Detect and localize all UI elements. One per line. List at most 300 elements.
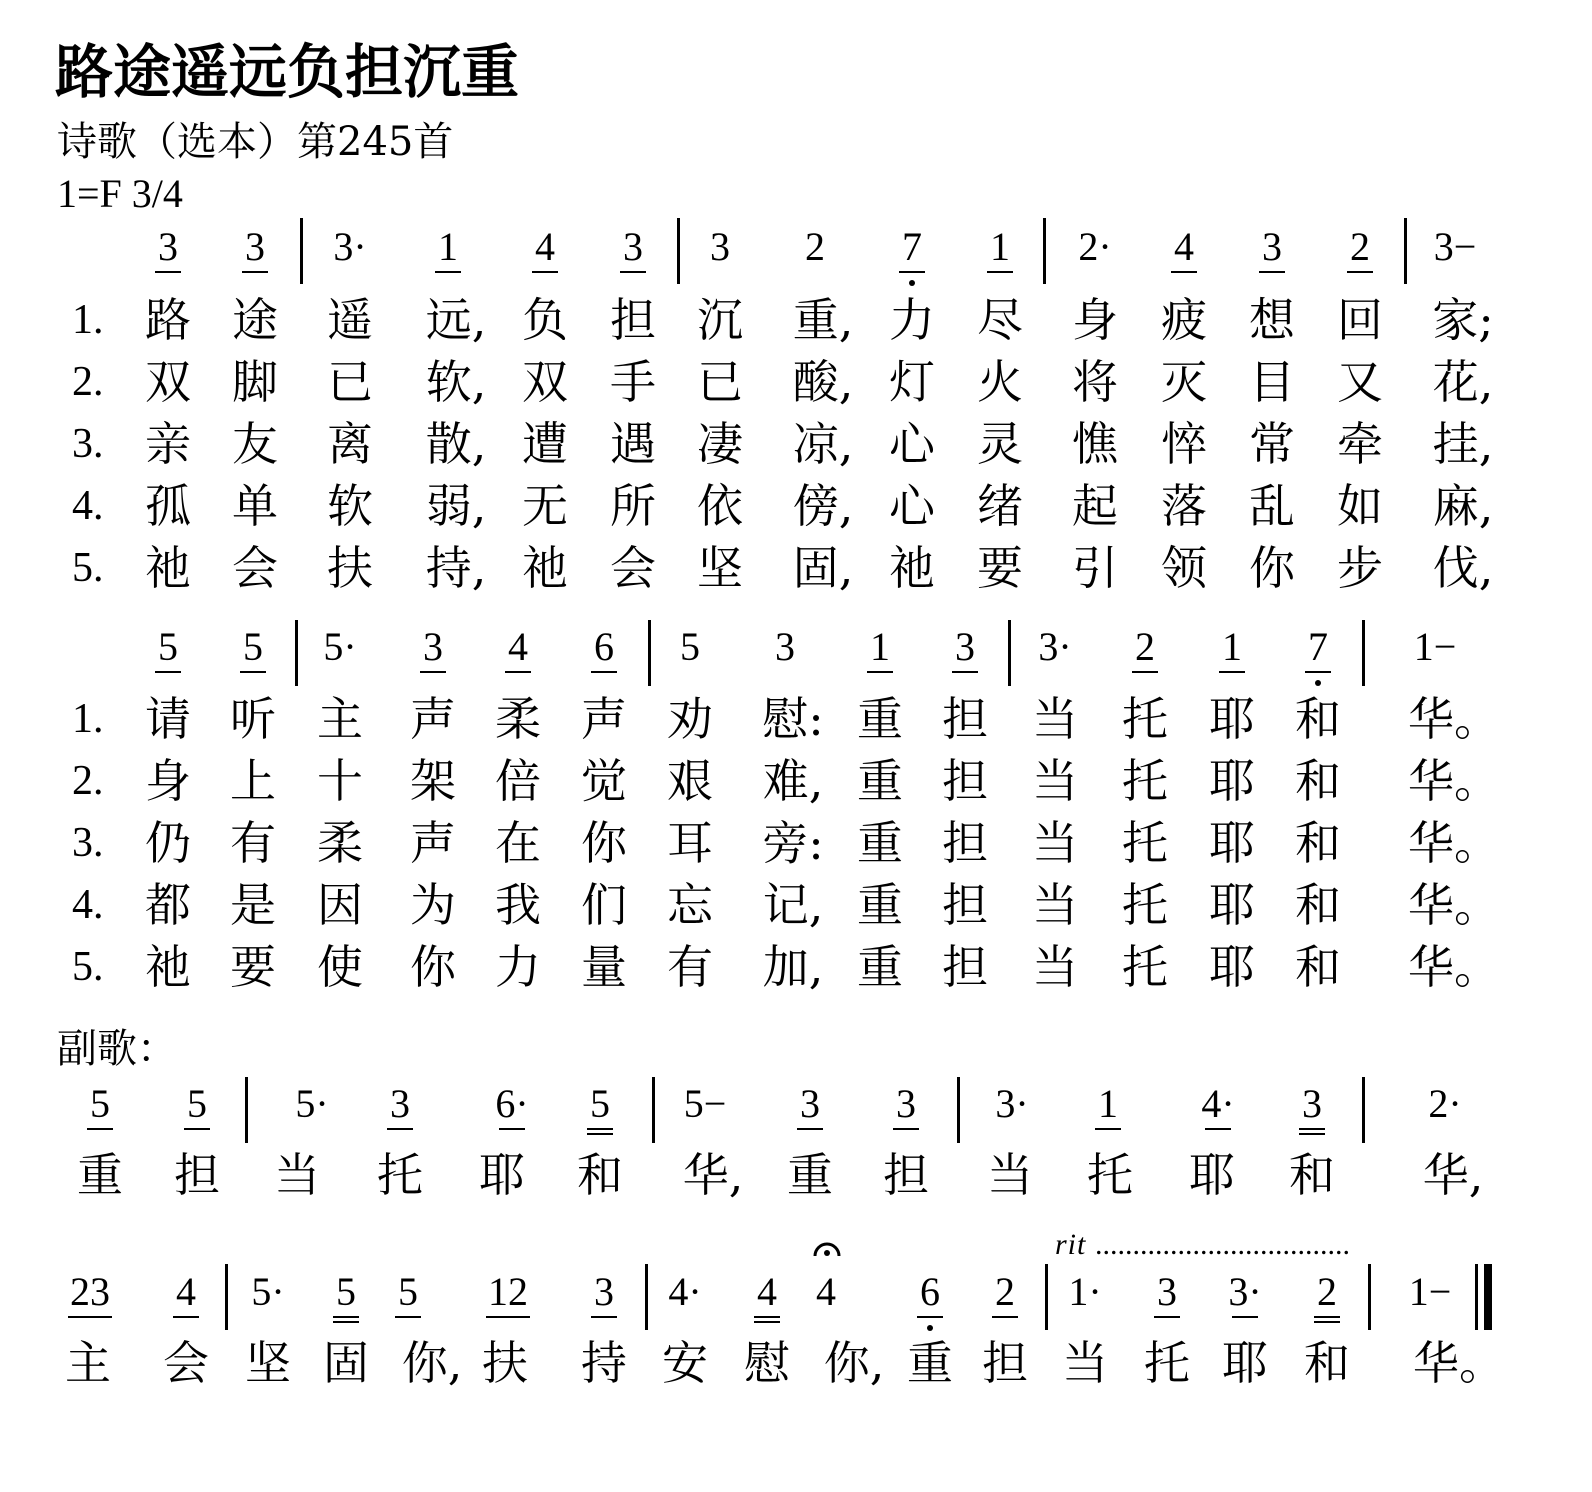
verse-number: 2. — [72, 359, 104, 405]
note — [1272, 1082, 1352, 1126]
note — [1278, 625, 1358, 669]
lyric-char: 当 — [1032, 816, 1078, 870]
note-text: 3 — [1302, 1081, 1322, 1126]
verse-number: 5. — [72, 944, 104, 990]
lyric-char: 你 — [1249, 541, 1295, 595]
lyric-char: 已 — [327, 355, 373, 409]
rit-marking: rit — [1055, 1228, 1087, 1261]
note — [593, 225, 673, 269]
chorus-lyric: 和 — [1304, 1336, 1350, 1390]
lyric-char: 遭 — [522, 417, 568, 471]
chorus-lyric: 固 — [323, 1336, 369, 1390]
lyric-char: 耶 — [1209, 878, 1255, 932]
note — [360, 1082, 440, 1126]
lyric-char: 当 — [1032, 878, 1078, 932]
note-text: 6· — [495, 1081, 529, 1126]
octave-dot — [909, 280, 915, 286]
note — [1045, 1270, 1125, 1314]
note — [228, 1270, 308, 1314]
note — [745, 625, 825, 669]
underline-beam — [387, 1128, 413, 1130]
lyric-char: 记, — [762, 878, 824, 932]
underline-beam — [1259, 271, 1285, 273]
underline-beam — [155, 271, 181, 273]
note — [872, 225, 952, 269]
lyric-char: 耶 — [1209, 940, 1255, 994]
lyric-char: 牵 — [1337, 417, 1383, 471]
lyric-char: 已 — [697, 355, 743, 409]
lyric-char: 悴 — [1161, 417, 1207, 471]
underline-beam — [992, 1316, 1018, 1318]
lyric-char: 托 — [1122, 692, 1168, 746]
note — [472, 1082, 552, 1126]
underline-beam — [1347, 271, 1373, 273]
lyric-char: 当 — [1032, 940, 1078, 994]
note-text: 4 — [1174, 224, 1194, 269]
lyric-char: 担 — [610, 293, 656, 347]
note — [1390, 1270, 1470, 1314]
chorus-lyric: 重 — [907, 1336, 953, 1390]
lyric-char: 我 — [495, 878, 541, 932]
underline-beam — [242, 271, 268, 273]
chorus-lyric: 重 — [77, 1148, 123, 1202]
note-text: 12 — [488, 1269, 528, 1314]
lyric-char: 固, — [792, 541, 854, 595]
underline-beam — [184, 1128, 210, 1130]
note-text: 3 — [390, 1081, 410, 1126]
note-text: 3 — [800, 1081, 820, 1126]
note — [925, 625, 1005, 669]
chorus-lyric: 安 — [662, 1336, 708, 1390]
lyric-char: 步 — [1337, 541, 1383, 595]
note-text: 3 — [955, 624, 975, 669]
hymn-number: 诗歌（选本）第245首 — [57, 119, 454, 165]
lyric-char: 孤 — [145, 479, 191, 533]
lyric-char: 绪 — [977, 479, 1023, 533]
note-text: 2· — [1428, 1081, 1462, 1126]
note-text: 6 — [920, 1269, 940, 1314]
bar-line — [1484, 1264, 1492, 1330]
note — [770, 1082, 850, 1126]
verse-number: 4. — [72, 882, 104, 928]
chorus-lyric: 当 — [274, 1148, 320, 1202]
chorus-lyric: 担 — [883, 1148, 929, 1202]
note-text: 3· — [1038, 624, 1072, 669]
note-text: 3 — [896, 1081, 916, 1126]
bar-line — [1368, 1264, 1371, 1330]
note-text: 23 — [70, 1269, 110, 1314]
lyric-char: 家; — [1432, 293, 1494, 347]
bar-line — [300, 218, 303, 284]
chorus-lyric: 耶 — [479, 1148, 525, 1202]
lyric-char: 华。 — [1408, 754, 1500, 808]
bar-line — [1404, 218, 1407, 284]
lyric-char: 在 — [495, 816, 541, 870]
lyric-char: 难, — [762, 754, 824, 808]
lyric-char: 持, — [425, 541, 487, 595]
lyric-char: 依 — [697, 479, 743, 533]
verse-number: 4. — [72, 483, 104, 529]
note-text: 7 — [902, 224, 922, 269]
lyric-char: 灭 — [1161, 355, 1207, 409]
note — [157, 1082, 237, 1126]
bar-line — [645, 1264, 648, 1330]
note-text: 4 — [176, 1269, 196, 1314]
chorus-lyric: 和 — [577, 1148, 623, 1202]
note-text: 3· — [995, 1081, 1029, 1126]
note-text: 5· — [323, 624, 357, 669]
lyric-char: 身 — [1072, 293, 1118, 347]
lyric-char: 坚 — [697, 541, 743, 595]
lyric-char: 途 — [232, 293, 278, 347]
note — [468, 1270, 548, 1314]
underline-beam — [240, 671, 266, 673]
note-text: 2 — [995, 1269, 1015, 1314]
lyric-char: 请 — [145, 692, 191, 746]
lyric-char: 和 — [1295, 692, 1341, 746]
lyric-char: 托 — [1122, 940, 1168, 994]
underline-beam — [499, 1128, 525, 1130]
chorus-lyric: 托 — [1087, 1148, 1133, 1202]
underline-beam — [395, 1316, 421, 1318]
fermata-icon — [812, 1240, 842, 1258]
chorus-label: 副歌： — [57, 1026, 177, 1072]
lyric-char: 疲 — [1161, 293, 1207, 347]
note — [1105, 625, 1185, 669]
lyric-char: 华。 — [1408, 816, 1500, 870]
lyric-char: 担 — [942, 692, 988, 746]
lyric-char: 耶 — [1209, 692, 1255, 746]
lyric-char: 尽 — [977, 293, 1023, 347]
underline-beam — [1132, 671, 1158, 673]
note — [1015, 625, 1095, 669]
lyric-char: 和 — [1295, 878, 1341, 932]
lyric-char: 架 — [410, 754, 456, 808]
lyric-char: 起 — [1072, 479, 1118, 533]
note-text: 1 — [870, 624, 890, 669]
lyric-char: 单 — [232, 479, 278, 533]
lyric-char: 当 — [1032, 754, 1078, 808]
lyric-char: 担 — [942, 754, 988, 808]
note-text: 2 — [1135, 624, 1155, 669]
note-text: 5 — [398, 1269, 418, 1314]
underline-beam — [1219, 671, 1245, 673]
underline-beam — [587, 1133, 613, 1135]
note-text: 5 — [680, 624, 700, 669]
lyric-char: 负 — [522, 293, 568, 347]
lyric-char: 十 — [317, 754, 363, 808]
note — [965, 1270, 1045, 1314]
lyric-char: 要 — [230, 940, 276, 994]
underline-beam — [867, 671, 893, 673]
verse-number: 3. — [72, 421, 104, 467]
note-text: 1 — [438, 224, 458, 269]
underline-beam — [173, 1316, 199, 1318]
lyric-char: 耶 — [1209, 754, 1255, 808]
note-text: 3 — [245, 224, 265, 269]
note — [560, 1082, 640, 1126]
note — [213, 625, 293, 669]
note-text: 4· — [668, 1269, 702, 1314]
note-text: 4· — [1201, 1081, 1235, 1126]
underline-beam — [591, 671, 617, 673]
note — [775, 225, 855, 269]
note — [1205, 1270, 1285, 1314]
bar-line — [1045, 1264, 1048, 1330]
verse-number: 2. — [72, 758, 104, 804]
lyric-char: 祂 — [522, 541, 568, 595]
underline-beam — [1305, 671, 1331, 673]
page-title: 路途遥远负担沉重 — [55, 38, 520, 106]
note — [300, 625, 380, 669]
note-text: 4 — [535, 224, 555, 269]
note — [393, 625, 473, 669]
chorus-lyric: 华, — [682, 1148, 744, 1202]
lyric-char: 力 — [495, 940, 541, 994]
lyric-char: 量 — [581, 940, 627, 994]
note-text: 6 — [594, 624, 614, 669]
lyric-char: 远, — [425, 293, 487, 347]
lyric-char: 担 — [942, 940, 988, 994]
lyric-char: 是 — [230, 878, 276, 932]
note — [1127, 1270, 1207, 1314]
octave-dot — [927, 1325, 933, 1331]
lyric-char: 祂 — [145, 541, 191, 595]
note — [1405, 1082, 1485, 1126]
lyric-char: 引 — [1072, 541, 1118, 595]
lyric-char: 凉, — [792, 417, 854, 471]
lyric-char: 托 — [1122, 816, 1168, 870]
chorus-lyric: 坚 — [245, 1336, 291, 1390]
lyric-char: 沉 — [697, 293, 743, 347]
lyric-char: 火 — [977, 355, 1023, 409]
lyric-char: 忘 — [667, 878, 713, 932]
chorus-lyric: 担 — [174, 1148, 220, 1202]
lyric-char: 软, — [425, 355, 487, 409]
lyric-char: 灵 — [977, 417, 1023, 471]
note — [272, 1082, 352, 1126]
lyric-char: 如 — [1337, 479, 1383, 533]
note-text: 3 — [623, 224, 643, 269]
lyric-char: 遇 — [610, 417, 656, 471]
bar-line — [1475, 1264, 1478, 1330]
bar-line — [1043, 218, 1046, 284]
lyric-char: 双 — [145, 355, 191, 409]
underline-beam — [486, 1316, 530, 1318]
octave-dot — [1315, 680, 1321, 686]
note-text: 5· — [295, 1081, 329, 1126]
lyric-char: 灯 — [889, 355, 935, 409]
chorus-lyric: 当 — [987, 1148, 1033, 1202]
lyric-char: 伐, — [1432, 541, 1494, 595]
chorus-lyric: 当 — [1062, 1336, 1108, 1390]
underline-beam — [754, 1316, 780, 1318]
note — [840, 625, 920, 669]
note — [1068, 1082, 1148, 1126]
lyric-char: 手 — [610, 355, 656, 409]
underline-beam — [893, 1128, 919, 1130]
note — [1192, 625, 1272, 669]
note-text: 3 — [1157, 1269, 1177, 1314]
underline-beam — [1232, 1316, 1258, 1318]
lyric-char: 路 — [145, 293, 191, 347]
note-text: 2· — [1078, 224, 1112, 269]
lyric-char: 祂 — [145, 940, 191, 994]
note-text: 3 — [594, 1269, 614, 1314]
lyric-char: 麻, — [1432, 479, 1494, 533]
lyric-char: 们 — [581, 878, 627, 932]
note — [972, 1082, 1052, 1126]
lyric-char: 友 — [232, 417, 278, 471]
note-text: 7 — [1308, 624, 1328, 669]
lyric-char: 脚 — [232, 355, 278, 409]
lyric-char: 重 — [857, 816, 903, 870]
lyric-char: 华。 — [1408, 692, 1500, 746]
lyric-char: 使 — [317, 940, 363, 994]
note — [368, 1270, 448, 1314]
lyric-char: 有 — [230, 816, 276, 870]
note — [1415, 225, 1495, 269]
lyric-char: 扶 — [327, 541, 373, 595]
lyric-char: 重 — [857, 754, 903, 808]
lyric-char: 想 — [1249, 293, 1295, 347]
note-text: 1 — [1098, 1081, 1118, 1126]
underline-beam — [1299, 1128, 1325, 1130]
lyric-char: 担 — [942, 878, 988, 932]
lyric-char: 落 — [1161, 479, 1207, 533]
underline-beam — [797, 1128, 823, 1130]
bar-line — [648, 620, 651, 686]
note — [564, 625, 644, 669]
chorus-lyric: 耶 — [1189, 1148, 1235, 1202]
lyric-char: 心 — [889, 479, 935, 533]
chorus-lyric: 会 — [163, 1336, 209, 1390]
underline-beam — [1171, 271, 1197, 273]
underline-beam — [620, 271, 646, 273]
rit-dotted-line: .................................. — [1095, 1228, 1350, 1261]
underline-beam — [1095, 1128, 1121, 1130]
bar-line — [245, 1077, 248, 1143]
note — [505, 225, 585, 269]
note-text: 5 — [243, 624, 263, 669]
note — [645, 1270, 725, 1314]
lyric-char: 当 — [1032, 692, 1078, 746]
underline-beam — [333, 1316, 359, 1318]
note — [1287, 1270, 1367, 1314]
key-signature: 1=F 3/4 — [57, 171, 183, 216]
lyric-char: 要 — [977, 541, 1023, 595]
underline-beam — [587, 1128, 613, 1130]
chorus-lyric: 和 — [1289, 1148, 1335, 1202]
lyric-char: 旁: — [762, 816, 824, 870]
lyric-char: 无 — [522, 479, 568, 533]
lyric-char: 乱 — [1249, 479, 1295, 533]
note — [1395, 625, 1475, 669]
bar-line — [1008, 620, 1011, 686]
underline-beam — [754, 1321, 780, 1323]
note — [60, 1082, 140, 1126]
lyric-char: 托 — [1122, 878, 1168, 932]
underline-beam — [1314, 1316, 1340, 1318]
note — [128, 225, 208, 269]
bar-line — [295, 620, 298, 686]
lyric-char: 你 — [410, 940, 456, 994]
note — [1144, 225, 1224, 269]
note — [408, 225, 488, 269]
underline-beam — [1314, 1321, 1340, 1323]
lyric-char: 和 — [1295, 940, 1341, 994]
note — [665, 1082, 745, 1126]
note-text: 1· — [1068, 1269, 1102, 1314]
underline-beam — [1154, 1316, 1180, 1318]
lyric-char: 劝 — [667, 692, 713, 746]
lyric-char: 都 — [145, 878, 191, 932]
note-text: 2 — [805, 224, 825, 269]
chorus-lyric: 你, — [401, 1336, 463, 1390]
lyric-char: 和 — [1295, 816, 1341, 870]
underline-beam — [1205, 1128, 1231, 1130]
lyric-char: 仍 — [145, 816, 191, 870]
lyric-char: 将 — [1072, 355, 1118, 409]
lyric-char: 弱, — [425, 479, 487, 533]
lyric-char: 为 — [410, 878, 456, 932]
lyric-char: 耶 — [1209, 816, 1255, 870]
note-text: 3 — [1262, 224, 1282, 269]
note — [1178, 1082, 1258, 1126]
verse-number: 1. — [72, 297, 104, 343]
note-text: 5 — [158, 624, 178, 669]
note-text: 3 — [158, 224, 178, 269]
lyric-char: 柔 — [495, 692, 541, 746]
note — [890, 1270, 970, 1314]
lyric-char: 和 — [1295, 754, 1341, 808]
note-text: 5 — [590, 1081, 610, 1126]
note — [1055, 225, 1135, 269]
note-text: 5 — [90, 1081, 110, 1126]
lyric-char: 主 — [317, 692, 363, 746]
chorus-lyric: 托 — [377, 1148, 423, 1202]
note-text: 5 — [336, 1269, 356, 1314]
lyric-char: 重 — [857, 878, 903, 932]
lyric-char: 倍 — [495, 754, 541, 808]
lyric-char: 有 — [667, 940, 713, 994]
bar-line — [677, 218, 680, 284]
note — [50, 1270, 130, 1314]
lyric-char: 华。 — [1408, 940, 1500, 994]
lyric-char: 听 — [230, 692, 276, 746]
lyric-char: 离 — [327, 417, 373, 471]
bar-line — [957, 1077, 960, 1143]
verse-number: 5. — [72, 545, 104, 591]
lyric-char: 担 — [942, 816, 988, 870]
lyric-char: 声 — [410, 816, 456, 870]
lyric-char: 力 — [889, 293, 935, 347]
underline-beam — [532, 271, 558, 273]
lyric-char: 回 — [1337, 293, 1383, 347]
lyric-char: 酸, — [792, 355, 854, 409]
chorus-lyric: 担 — [982, 1336, 1028, 1390]
lyric-char: 声 — [410, 692, 456, 746]
lyric-char: 傍, — [792, 479, 854, 533]
underline-beam — [435, 271, 461, 273]
lyric-char: 目 — [1249, 355, 1295, 409]
underline-beam — [505, 671, 531, 673]
lyric-char: 声 — [581, 692, 627, 746]
lyric-char: 会 — [610, 541, 656, 595]
note-text: 3· — [1228, 1269, 1262, 1314]
note — [146, 1270, 226, 1314]
lyric-char: 常 — [1249, 417, 1295, 471]
